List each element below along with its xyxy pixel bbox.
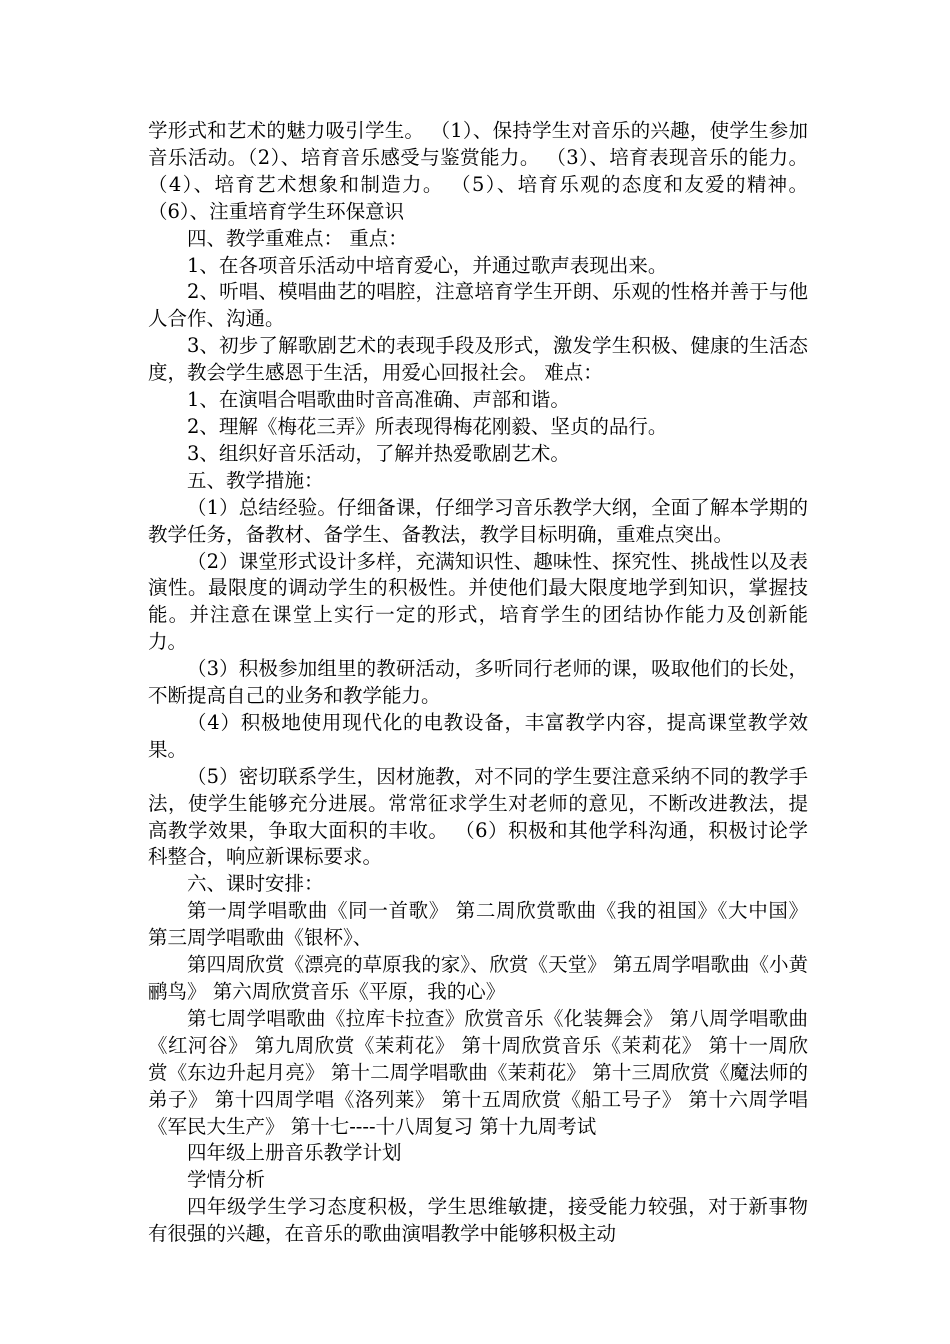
paragraph-student-analysis: 四年级学生学习态度积极，学生思维敏捷，接受能力较强，对于新事物有很强的兴趣，在音乐的歌曲演唱教学中能够积极主动 [148,1195,808,1246]
paragraph-schedule-2: 第四周欣赏《漂亮的草原我的家》、欣赏《天堂》 第五周学唱歌曲《小黄鹂鸟》 第六周欣赏音乐《平原，我的心》 [148,953,808,1003]
document-body [148,118,808,1248]
heading-teaching-measures: 五、教学措施： [187,468,324,492]
heading-student-analysis: 学情分析 [187,1168,266,1192]
heading-schedule: 六、课时安排： [187,872,324,896]
paragraph-key-point-2: 2、听唱、模唱曲艺的唱腔，注意培育学生开朗、乐观的性格并善于与他人合作、沟通。 [148,280,808,331]
paragraph-key-point-1: 1、在各项音乐活动中培育爱心，并通过歌声表现出来。 [187,253,668,277]
paragraph-measure-2: （2）课堂形式设计多样，充满知识性、趣味性、探究性、挑战性以及表演性。最限度的调动学生的积极性。并使他们最大限度地学到知识，掌握技能。并注意在课堂上实行一定的形式，培育学生的团结协作能力及创新能力。 [148,549,808,654]
paragraph-key-point-3: 3、初步了解歌剧艺术的表现手段及形式，激发学生积极、健康的生活态度，教会学生感恩于生活，用爱心回报社会。 难点： [148,334,808,385]
paragraph-course-goals: 学形式和艺术的魅力吸引学生。 （1）、保持学生对音乐的兴趣，使学生参加音乐活动。（2）、培育音乐感受与鉴赏能力。 （3）、培育表现音乐的能力。（4）、培育艺术想象和制造力。 （5）、培育乐观的态度和友爱的精神。（6）、注重培育学生环保意识 [148,119,808,223]
paragraph-measure-3: （3）积极参加组里的教研活动，多听同行老师的课，吸取他们的长处，不断提高自己的业务和教学能力。 [148,657,808,708]
paragraph-difficulty-2: 2、理解《梅花三弄》所表现得梅花刚毅、坚贞的品行。 [187,414,668,438]
heading-key-points: 四、教学重难点： 重点： [187,226,408,250]
paragraph-schedule-3: 第七周学唱歌曲《拉库卡拉查》欣赏音乐《化装舞会》 第八周学唱歌曲《红河谷》 第九周欣赏《茉莉花》 第十周欣赏音乐《茉莉花》 第十一周欣赏《东边升起月亮》 第十二周学唱歌曲《茉莉花》 第十三周欣赏《魔法师的弟子》 第十四周学唱《洛列莱》 第十五周欣赏《船工号子》 第十六周学唱《军民大生产》 第十七----十八周复习 第十九周考试 [148,1006,808,1138]
paragraph-measure-4: （4）积极地使用现代化的电教设备，丰富教学内容，提高课堂教学效果。 [148,710,808,761]
paragraph-difficulty-1: 1、在演唱合唱歌曲时音高准确、声部和谐。 [187,388,570,412]
paragraph-schedule-1: 第一周学唱歌曲《同一首歌》 第二周欣赏歌曲《我的祖国》《大中国》 第三周学唱歌曲《银杯》、 [148,899,808,950]
paragraph-measure-1: （1）总结经验。仔细备课，仔细学习音乐教学大纲，全面了解本学期的教学任务，备教材、备学生、备教法，教学目标明确，重难点突出。 [148,495,808,546]
heading-grade4-plan: 四年级上册音乐教学计划 [187,1141,402,1165]
paragraph-measure-5: （5）密切联系学生，因材施教，对不同的学生要注意采纳不同的教学手法，使学生能够充分进展。常常征求学生对老师的意见，不断改进教法，提高教学效果，争取大面积的丰收。 （6）积极和其他学科沟通，积极讨论学科整合，响应新课标要求。 [148,764,808,869]
paragraph-difficulty-3: 3、组织好音乐活动，了解并热爱歌剧艺术。 [187,441,570,465]
